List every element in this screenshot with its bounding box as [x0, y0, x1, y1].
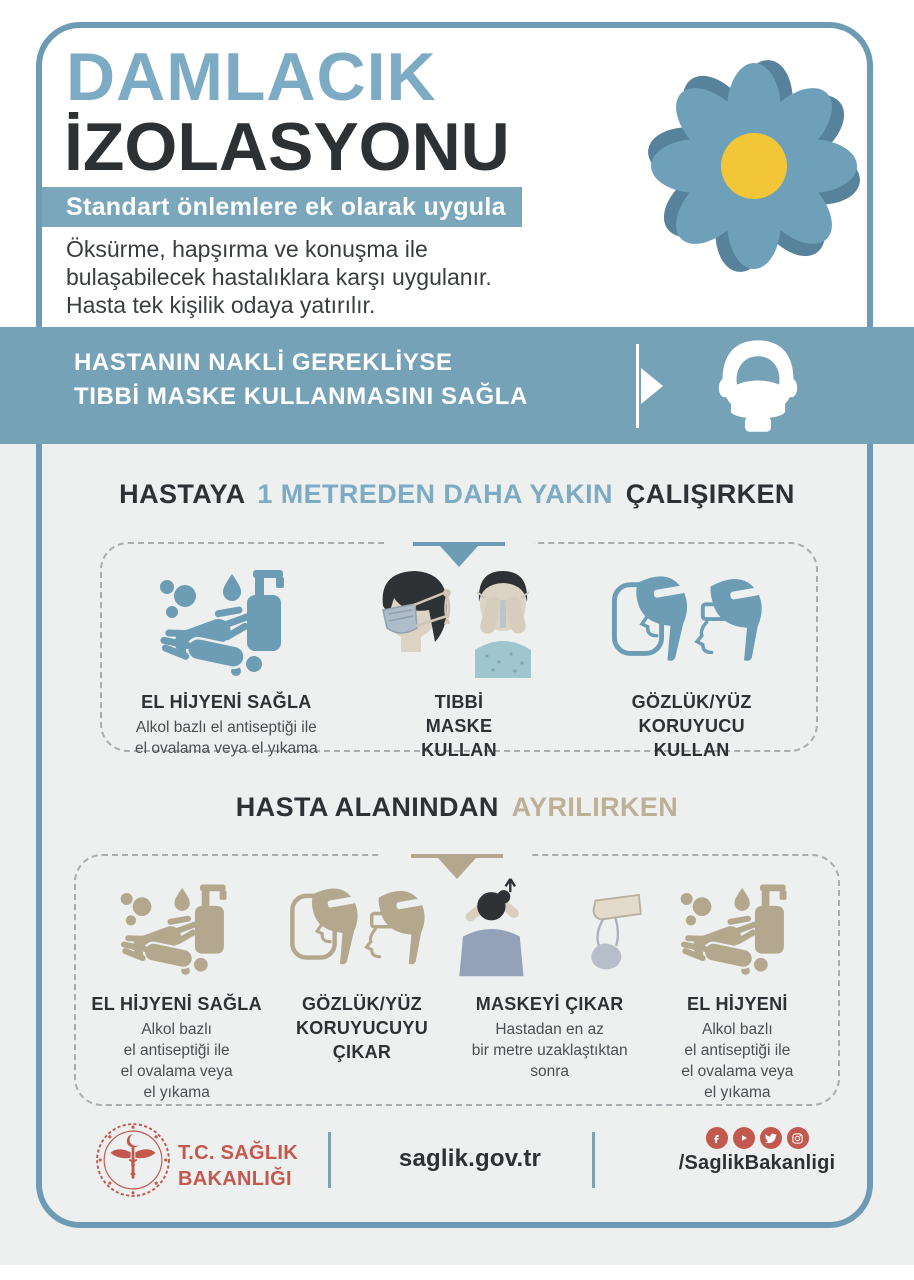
section2-steps-box: [74, 854, 840, 1106]
section2-heading: [42, 792, 872, 823]
flower-icon: [638, 50, 870, 282]
poster-title-line2: İZOLASYONU: [64, 109, 510, 185]
description-line: bulaşabilecek hastalıklara karşı uygulanır.: [66, 264, 492, 290]
heading-prefix: HASTAYA: [119, 479, 245, 509]
subtitle-text: Standart önlemlere ek olarak uygula: [66, 193, 506, 221]
banner-line1: HASTANIN NAKLİ GEREKLİYSE: [74, 349, 453, 376]
step-title: MASKEYİ ÇIKAR: [475, 994, 624, 1014]
medical-mask-illustration: [359, 560, 559, 682]
eye-face-protection-icon: [287, 872, 437, 984]
step-title: GÖZLÜK/YÜZ KORUYUCU KULLAN: [631, 692, 752, 760]
step-description: Alkol bazlı el antiseptiği ile el ovalama veya el yıkama: [135, 719, 318, 757]
footer-divider: [592, 1132, 595, 1188]
step-title: EL HİJYENİ: [686, 994, 788, 1014]
social-handle: /SaglikBakanligi: [678, 1152, 836, 1174]
step-title: GÖZLÜK/YÜZ KORUYUCUYU ÇIKAR: [295, 994, 428, 1062]
heading-highlight: 1 METREDEN DAHA YAKIN: [257, 479, 613, 509]
heading-highlight: AYRILIRKEN: [511, 792, 679, 822]
subtitle-bar: [42, 187, 522, 227]
step-hand-hygiene: [645, 872, 830, 1103]
step-title: EL HİJYENİ SAĞLA: [141, 692, 312, 712]
banner-divider-line: [636, 344, 639, 428]
youtube-icon: [733, 1127, 755, 1149]
heading-suffix: ÇALIŞIRKEN: [625, 479, 795, 509]
description-line: Hasta tek kişilik odaya yatırılır.: [66, 292, 376, 318]
transfer-banner: [0, 327, 914, 444]
step-description: Alkol bazlı el antiseptiği ile el ovalama veya el yıkama: [120, 1021, 233, 1101]
hand-hygiene-icon: [113, 872, 241, 984]
website-url: saglik.gov.tr: [398, 1145, 542, 1172]
twitter-icon: [760, 1127, 782, 1149]
hand-hygiene-icon: [673, 872, 801, 984]
hand-hygiene-icon: [151, 560, 301, 682]
step-description: Alkol bazlı el antiseptiği ile el ovalama veya el yıkama: [681, 1021, 794, 1101]
social-media-block: [640, 1127, 874, 1175]
step-hand-hygiene: [84, 872, 269, 1103]
right-arrow-icon: [641, 368, 663, 404]
ministry-name: T.C. SAĞLIK BAKANLIĞI: [178, 1142, 298, 1190]
step-eye-protection: [575, 560, 808, 762]
section1-heading: [42, 479, 872, 510]
instagram-icon: [787, 1127, 809, 1149]
poster-title-line1: DAMLACIK: [66, 39, 437, 115]
step-title: EL HİJYENİ SAĞLA: [91, 994, 262, 1014]
heading-prefix: HASTA ALANINDAN: [235, 792, 499, 822]
ministry-of-health-logo: [94, 1121, 172, 1199]
step-description: Hastadan en az bir metre uzaklaştıktan sonra: [471, 1021, 628, 1080]
step-medical-mask: [343, 560, 576, 762]
section1-steps-box: [100, 542, 818, 760]
step-hand-hygiene: [110, 560, 343, 762]
facebook-icon: [706, 1127, 728, 1149]
step-title: TIBBİ MASKE KULLAN: [421, 692, 497, 760]
eye-face-protection-icon: [608, 560, 776, 682]
banner-line2: TIBBİ MASKE KULLANMASINI SAĞLA: [74, 383, 528, 410]
social-icons-row: [640, 1127, 874, 1149]
footer-divider: [328, 1132, 331, 1188]
poster-description: [66, 235, 492, 319]
mask-removal-illustration: [455, 872, 645, 984]
masked-face-icon: [702, 338, 814, 436]
banner-text: [74, 346, 528, 414]
step-remove-eye-protection: [269, 872, 454, 1103]
step-remove-mask: [455, 872, 645, 1103]
description-line: Öksürme, hapşırma ve konuşma ile: [66, 236, 428, 262]
